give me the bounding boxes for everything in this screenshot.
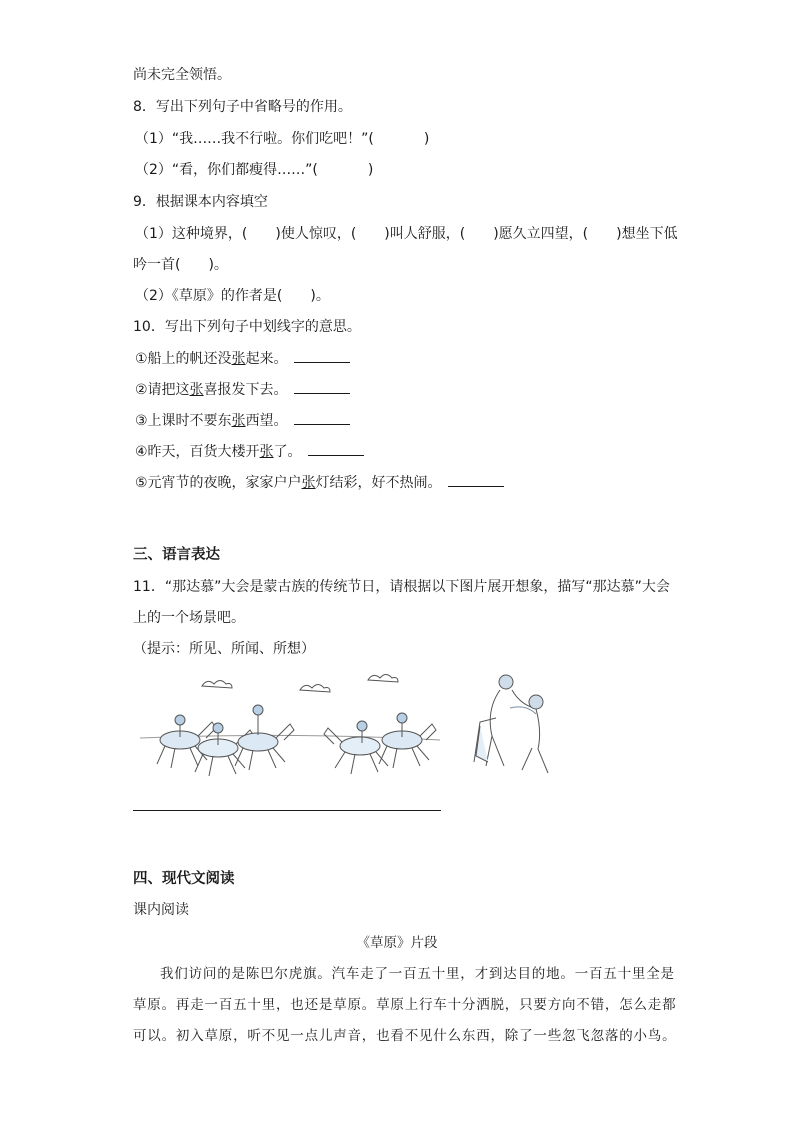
section-3-heading: 三、语言表达 — [133, 547, 220, 563]
q10-item-2 — [135, 381, 350, 399]
passage-title: 《草原》片段 — [356, 935, 438, 951]
reading-label: 课内阅读 — [133, 902, 189, 918]
q8-item-1 — [135, 130, 429, 148]
answer-blank[interactable] — [294, 412, 350, 425]
q11-hint: （提示：所见、所闻、所想） — [133, 641, 315, 657]
passage-line-1: 我们访问的是陈巴尔虎旗。汽车走了一百五十里，才到达目的地。一百五十里全是 — [160, 966, 675, 982]
q8-item-2 — [135, 161, 373, 179]
q8-item-1-close: ) — [423, 131, 430, 147]
q9-title: 9．根据课本内容填空 — [133, 194, 268, 210]
passage-line-3: 可以。初入草原，听不见一点儿声音，也看不见什么东西，除了一些忽飞忽落的小鸟。 — [133, 1028, 677, 1044]
q10-item-1-pre: ①船上的帆还没 — [135, 351, 232, 367]
q10-item-3-pre: ③上课时不要东 — [135, 413, 232, 429]
q10-item-4-underlined: 张 — [259, 444, 274, 460]
q10-item-2-underlined: 张 — [189, 382, 204, 398]
q10-item-4 — [135, 443, 364, 461]
answer-blank[interactable] — [294, 381, 350, 394]
q10-item-3 — [135, 412, 350, 430]
section-4-heading: 四、现代文阅读 — [133, 871, 235, 887]
q9-line-2: 吟一首( )。 — [133, 257, 228, 273]
continuation-text: 尚未完全领悟。 — [133, 67, 231, 83]
q10-item-5-pre: ⑤元宵节的夜晚，家家户户 — [135, 475, 302, 491]
q10-item-1-underlined: 张 — [231, 351, 246, 367]
q10-item-4-post: 了。 — [273, 444, 302, 460]
answer-blank[interactable] — [448, 474, 504, 487]
q11-line-2: 上的一个场景吧。 — [133, 610, 245, 626]
q10-item-2-post: 喜报发下去。 — [203, 382, 288, 398]
passage-line-2: 草原。再走一百五十里，也还是草原。草原上行车十分洒脱，只要方向不错，怎么走都 — [133, 997, 677, 1013]
q10-item-5-post: 灯结彩，好不热闹。 — [315, 475, 442, 491]
q10-item-5 — [135, 474, 504, 492]
q8-title: 8．写出下列句子中省略号的作用。 — [133, 99, 352, 115]
q9-line-3: （2）《草原》的作者是( )。 — [135, 288, 330, 304]
answer-blank[interactable] — [294, 350, 350, 363]
answer-blank[interactable] — [308, 443, 364, 456]
q9-line-1: （1）这种境界，( )使人惊叹，( )叫人舒服，( )愿久立四望，( )想坐下低 — [135, 226, 678, 242]
q10-title: 10．写出下列句子中划线字的意思。 — [133, 319, 361, 335]
q8-item-2-close: ) — [367, 162, 374, 178]
q10-item-5-underlined: 张 — [301, 475, 316, 491]
q10-item-3-post: 西望。 — [245, 413, 288, 429]
q10-item-3-underlined: 张 — [231, 413, 246, 429]
q8-item-2-text: （2）“看，你们都瘦得……”( — [135, 162, 318, 178]
q10-item-1 — [135, 350, 350, 368]
q8-item-1-text: （1）“我……我不行啦。你们吃吧！”( — [135, 131, 374, 147]
q11-line-1: 11．“那达慕”大会是蒙古族的传统节日，请根据以下图片展开想象，描写“那达慕”大会 — [133, 579, 670, 595]
q10-item-1-post: 起来。 — [245, 351, 288, 367]
naadam-illustration — [140, 668, 580, 788]
q10-item-4-pre: ④昨天，百货大楼开 — [135, 444, 260, 460]
answer-line[interactable] — [133, 810, 441, 811]
q10-item-2-pre: ②请把这 — [135, 382, 190, 398]
